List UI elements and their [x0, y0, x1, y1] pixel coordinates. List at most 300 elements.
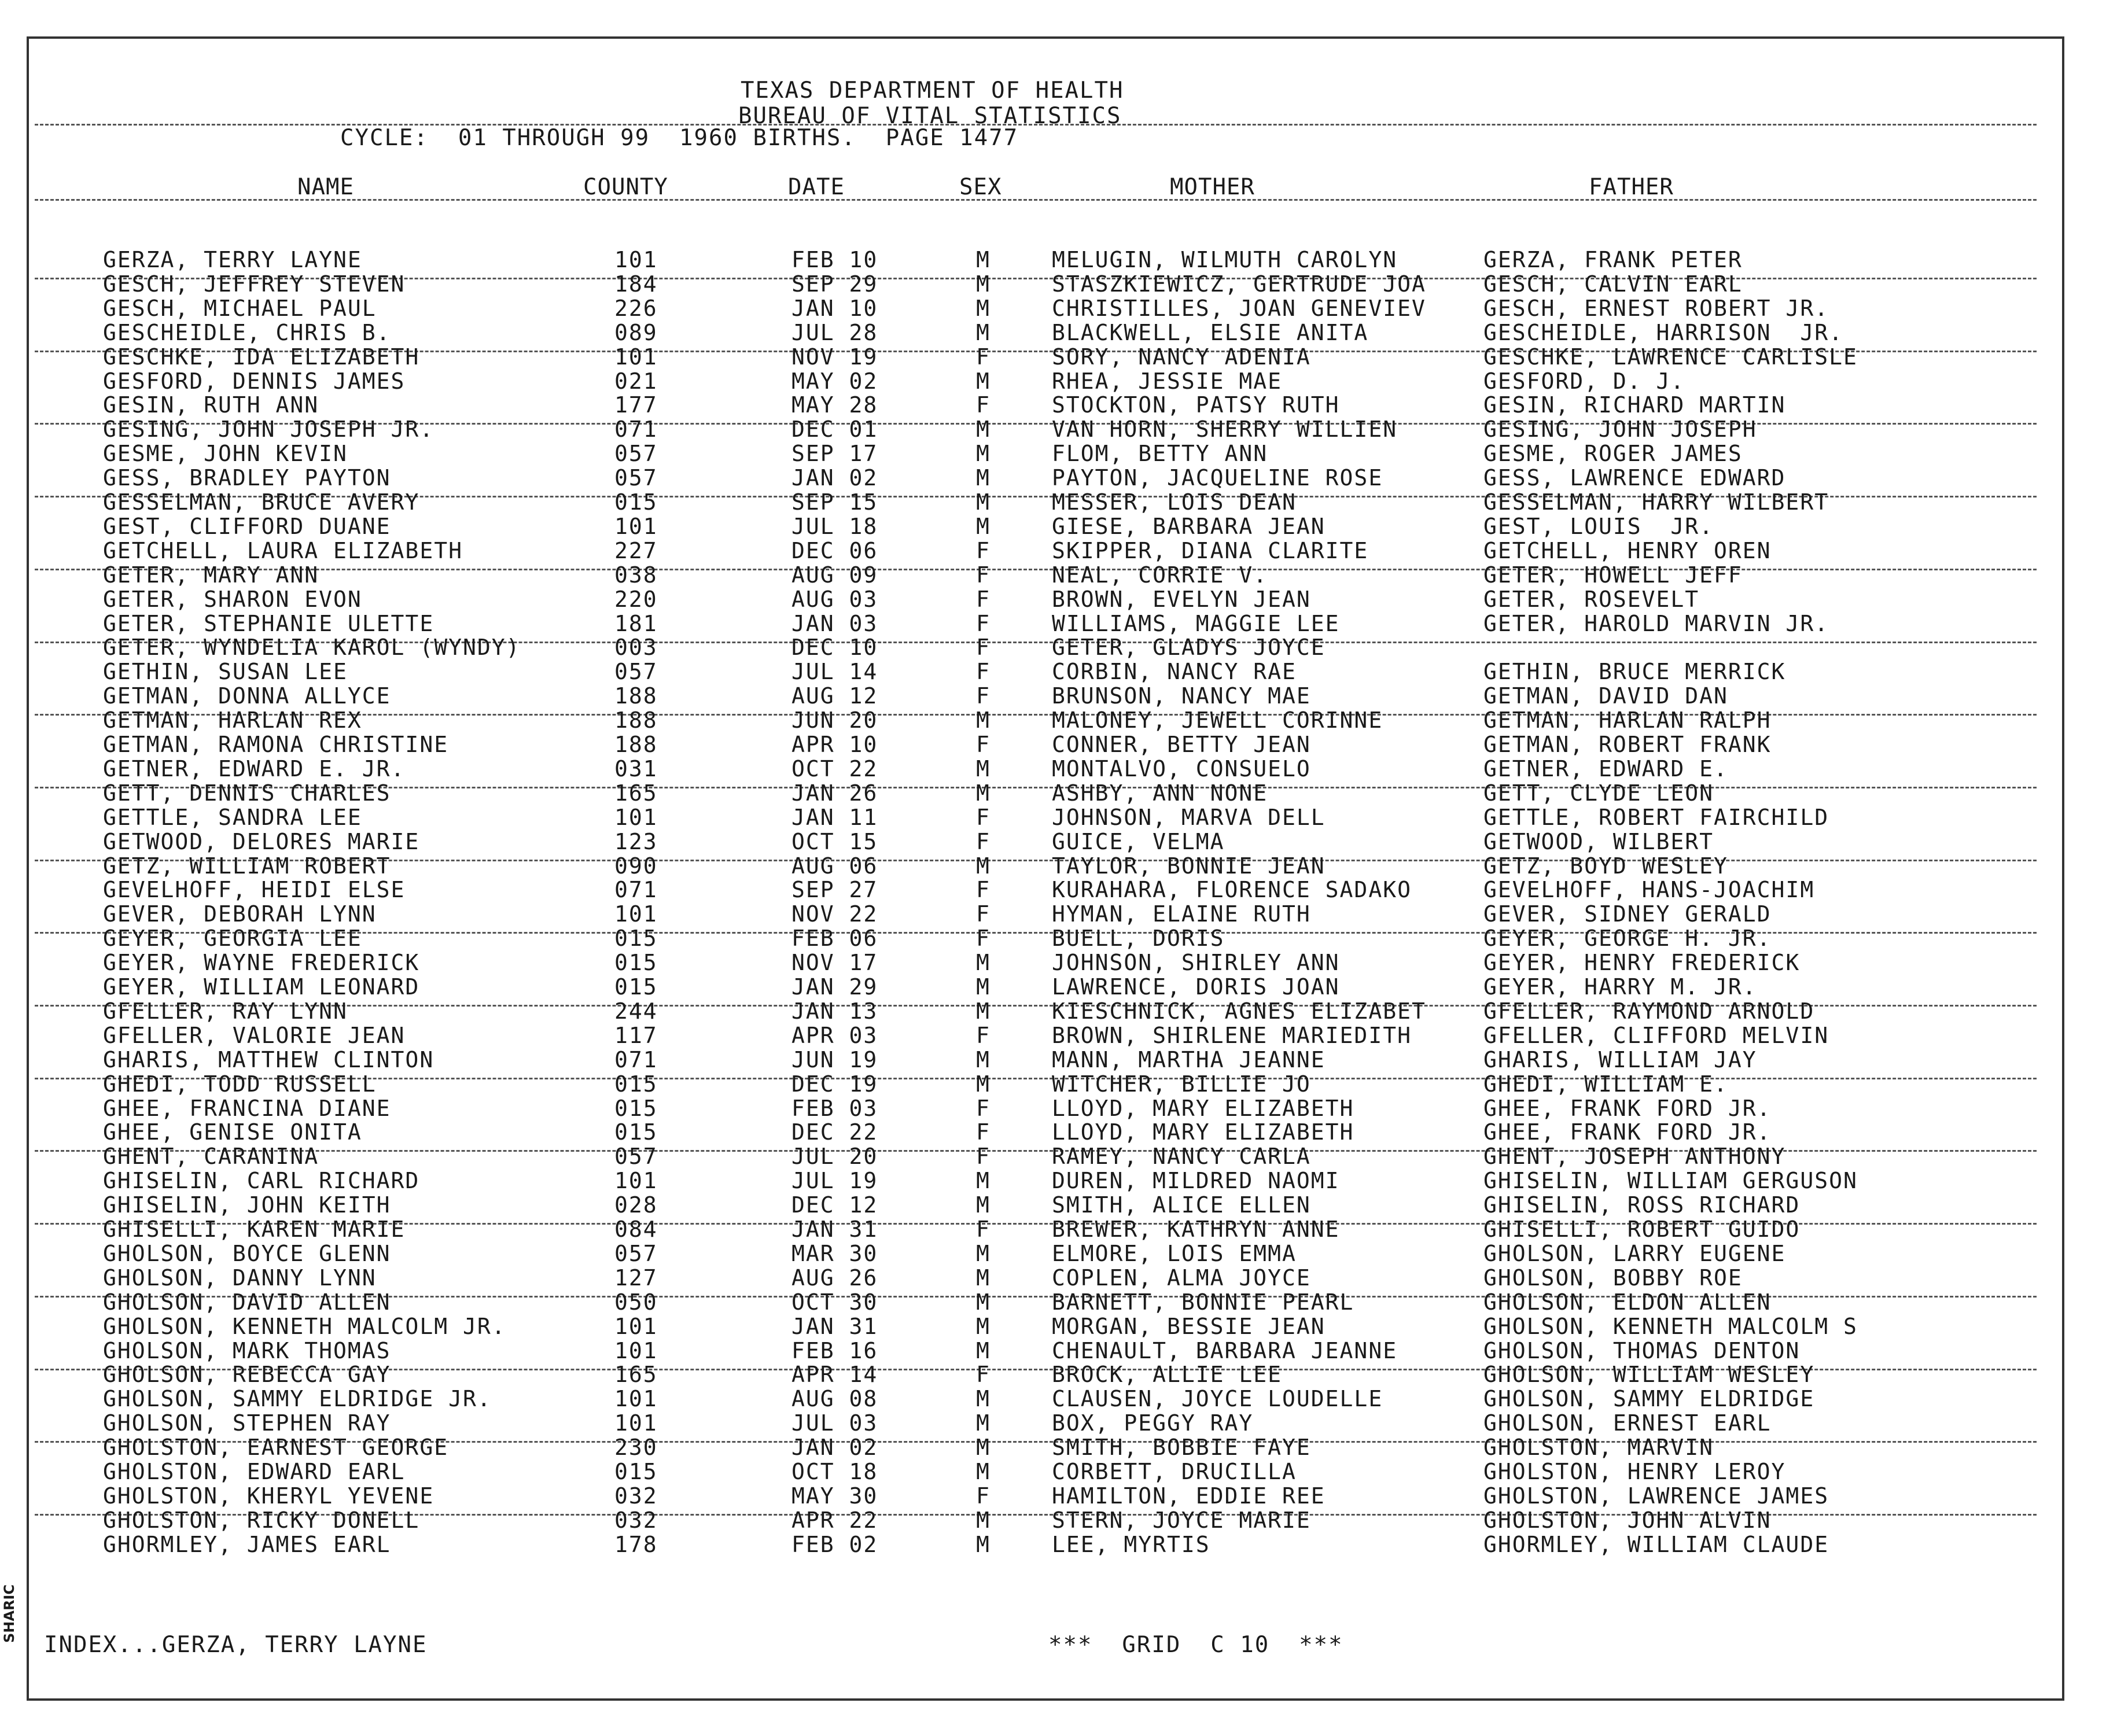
record-name: GHOLSON, BOYCE GLENN [103, 1240, 391, 1266]
record-father: GERZA, FRANK PETER [1483, 247, 1743, 272]
record-sex: M [976, 1459, 991, 1484]
record-father: GHOLSON, LARRY EUGENE [1483, 1240, 1786, 1266]
record-name: GESCHEIDLE, CHRIS B. [103, 319, 391, 345]
record-sex: M [976, 780, 991, 806]
record-mother: CLAUSEN, JOYCE LOUDELLE [1052, 1386, 1383, 1412]
record-sex: M [976, 247, 991, 272]
record-name: GHISELIN, CARL RICHARD [103, 1168, 420, 1194]
record-date: FEB 16 [791, 1337, 878, 1363]
record-father: GHOLSON, THOMAS DENTON [1483, 1337, 1801, 1363]
record-mother: FLOM, BETTY ANN [1052, 441, 1268, 467]
column-name-header: NAME [297, 174, 354, 200]
record-mother: ASHBY, ANN NONE [1052, 780, 1268, 806]
record-father: GHOLSTON, JOHN ALVIN [1483, 1507, 1772, 1533]
record-date: SEP 15 [791, 489, 878, 515]
record-mother: SORY, NANCY ADENIA [1052, 344, 1311, 370]
record-mother: LEE, MYRTIS [1052, 1531, 1210, 1557]
record-sex: M [976, 319, 991, 345]
record-county: 071 [614, 417, 658, 443]
record-date: AUG 03 [791, 586, 878, 612]
record-mother: CORBIN, NANCY RAE [1052, 659, 1297, 685]
record-name: GETER, WYNDELIA KAROL (WYNDY) [103, 635, 521, 661]
record-county: 038 [614, 562, 658, 588]
record-county: 015 [614, 489, 658, 515]
record-sex: F [976, 344, 991, 370]
record-name: GHOLSON, KENNETH MALCOLM JR. [103, 1313, 506, 1339]
record-name: GESIN, RUTH ANN [103, 392, 319, 418]
record-date: MAY 28 [791, 392, 878, 418]
record-mother: TAYLOR, BONNIE JEAN [1052, 853, 1326, 879]
record-mother: SMITH, BOBBIE FAYE [1052, 1435, 1311, 1461]
record-father: GESING, JOHN JOSEPH [1483, 417, 1757, 443]
record-date: DEC 06 [791, 537, 878, 563]
record-county: 101 [614, 1168, 658, 1194]
record-sex: M [976, 1192, 991, 1218]
record-date: OCT 18 [791, 1459, 878, 1484]
record-sex: M [976, 998, 991, 1024]
record-county: 177 [614, 392, 658, 418]
record-name: GETT, DENNIS CHARLES [103, 780, 391, 806]
column-date-header: DATE [788, 174, 845, 200]
record-date: NOV 17 [791, 950, 878, 976]
record-mother: RHEA, JESSIE MAE [1052, 368, 1283, 394]
record-county: 165 [614, 1362, 658, 1388]
record-date: JUL 19 [791, 1168, 878, 1194]
record-sex: M [976, 1168, 991, 1194]
record-county: 101 [614, 1410, 658, 1436]
record-county: 071 [614, 1046, 658, 1072]
record-sex: M [976, 513, 991, 539]
record-name: GETMAN, HARLAN REX [103, 707, 362, 734]
record-sex: M [976, 295, 991, 321]
record-father: GESME, ROGER JAMES [1483, 441, 1743, 467]
record-father: GHISELLI, ROBERT GUIDO [1483, 1217, 1801, 1242]
record-mother: GIESE, BARBARA JEAN [1052, 513, 1326, 539]
record-father: GETER, ROSEVELT [1483, 586, 1700, 612]
record-father: GESIN, RICHARD MARTIN [1483, 392, 1786, 418]
record-name: GHOLSON, DANNY LYNN [103, 1265, 377, 1291]
bureau-title: BUREAU OF VITAL STATISTICS [738, 103, 1122, 129]
record-county: 015 [614, 926, 658, 952]
record-mother: JOHNSON, SHIRLEY ANN [1052, 950, 1340, 976]
record-county: 178 [614, 1531, 658, 1557]
record-date: JUN 20 [791, 707, 878, 734]
record-county: 015 [614, 974, 658, 1000]
record-sex: M [976, 707, 991, 734]
record-name: GEYER, WILLIAM LEONARD [103, 974, 420, 1000]
record-father: GETNER, EDWARD E. [1483, 755, 1728, 782]
record-name: GHOLSTON, EDWARD EARL [103, 1459, 406, 1484]
record-name: GESS, BRADLEY PAYTON [103, 465, 391, 491]
record-county: 015 [614, 1071, 658, 1097]
record-sex: M [976, 1386, 991, 1412]
record-county: 101 [614, 344, 658, 370]
record-sex: F [976, 828, 991, 854]
record-name: GHOLSTON, RICKY DONELL [103, 1507, 420, 1533]
record-county: 057 [614, 1144, 658, 1170]
record-name: GESSELMAN, BRUCE AVERY [103, 489, 420, 515]
record-name: GHISELIN, JOHN KEITH [103, 1192, 391, 1218]
record-county: 057 [614, 659, 658, 685]
record-date: APR 03 [791, 1022, 878, 1048]
record-father: GHOLSTON, HENRY LEROY [1483, 1459, 1786, 1484]
record-date: JAN 13 [791, 998, 878, 1024]
record-date: OCT 22 [791, 755, 878, 782]
record-date: AUG 08 [791, 1386, 878, 1412]
column-sex-header: SEX [959, 174, 1002, 200]
record-name: GEYER, WAYNE FREDERICK [103, 950, 420, 976]
record-county: 015 [614, 1095, 658, 1121]
record-county: 057 [614, 441, 658, 467]
record-sex: M [976, 1435, 991, 1461]
column-county-header: COUNTY [583, 174, 668, 200]
record-mother: ELMORE, LOIS EMMA [1052, 1240, 1297, 1266]
record-father: GHISELIN, ROSS RICHARD [1483, 1192, 1801, 1218]
record-county: 101 [614, 1386, 658, 1412]
record-date: JAN 26 [791, 780, 878, 806]
record-county: 084 [614, 1217, 658, 1242]
record-name: GESCHKE, IDA ELIZABETH [103, 344, 420, 370]
record-mother: RAMEY, NANCY CARLA [1052, 1144, 1311, 1170]
record-date: JUL 20 [791, 1144, 878, 1170]
record-father: GHENT, JOSEPH ANTHONY [1483, 1144, 1786, 1170]
record-mother: CONNER, BETTY JEAN [1052, 732, 1311, 757]
record-mother: SKIPPER, DIANA CLARITE [1052, 537, 1369, 563]
record-name: GETWOOD, DELORES MARIE [103, 828, 420, 854]
record-sex: M [976, 1531, 991, 1557]
record-name: GERZA, TERRY LAYNE [103, 247, 362, 272]
record-mother: BRUNSON, NANCY MAE [1052, 683, 1311, 709]
record-county: 089 [614, 319, 658, 345]
record-county: 188 [614, 732, 658, 757]
record-date: JAN 02 [791, 1435, 878, 1461]
record-mother: BROWN, EVELYN JEAN [1052, 586, 1311, 612]
record-father: GHOLSON, KENNETH MALCOLM S [1483, 1313, 1858, 1339]
record-father: GHARIS, WILLIAM JAY [1483, 1046, 1757, 1072]
record-sex: F [976, 1095, 991, 1121]
record-name: GESFORD, DENNIS JAMES [103, 368, 406, 394]
record-sex: M [976, 368, 991, 394]
record-father: GEST, LOUIS JR. [1483, 513, 1714, 539]
record-sex: M [976, 1240, 991, 1266]
record-father: GHOLSTON, MARVIN [1483, 1435, 1714, 1461]
record-date: DEC 01 [791, 417, 878, 443]
record-sex: M [976, 1046, 991, 1072]
record-date: JAN 31 [791, 1217, 878, 1242]
record-name: GHOLSON, MARK THOMAS [103, 1337, 391, 1363]
record-father: GETCHELL, HENRY OREN [1483, 537, 1772, 563]
record-name: GETER, MARY ANN [103, 562, 319, 588]
record-name: GESCH, JEFFREY STEVEN [103, 271, 406, 297]
record-sex: F [976, 804, 991, 830]
record-mother: CHRISTILLES, JOAN GENEVIEV [1052, 295, 1426, 321]
record-date: JUN 19 [791, 1046, 878, 1072]
record-sex: F [976, 562, 991, 588]
record-mother: MESSER, LOIS DEAN [1052, 489, 1297, 515]
record-name: GHENT, CARANINA [103, 1144, 319, 1170]
record-father: GHOLSON, BOBBY ROE [1483, 1265, 1743, 1291]
record-sex: F [976, 1362, 991, 1388]
record-father: GESCH, ERNEST ROBERT JR. [1483, 295, 1829, 321]
record-father: GHOLSTON, LAWRENCE JAMES [1483, 1483, 1829, 1509]
record-name: GEVER, DEBORAH LYNN [103, 901, 377, 927]
record-mother: CHENAULT, BARBARA JEANNE [1052, 1337, 1398, 1363]
record-date: DEC 22 [791, 1119, 878, 1145]
index-footer: INDEX...GERZA, TERRY LAYNE [44, 1632, 428, 1658]
record-county: 227 [614, 537, 658, 563]
record-date: JAN 02 [791, 465, 878, 491]
record-date: JAN 11 [791, 804, 878, 830]
record-county: 184 [614, 271, 658, 297]
record-county: 071 [614, 877, 658, 903]
record-father: GETER, HOWELL JEFF [1483, 562, 1743, 588]
record-date: APR 14 [791, 1362, 878, 1388]
record-father: GETT, CLYDE LEON [1483, 780, 1714, 806]
record-mother: BARNETT, BONNIE PEARL [1052, 1289, 1354, 1315]
record-father: GESS, LAWRENCE EDWARD [1483, 465, 1786, 491]
record-mother: NEAL, CORRIE V. [1052, 562, 1268, 588]
record-sex: M [976, 1507, 991, 1533]
record-mother: LAWRENCE, DORIS JOAN [1052, 974, 1340, 1000]
record-county: 015 [614, 1459, 658, 1484]
record-mother: COPLEN, ALMA JOYCE [1052, 1265, 1311, 1291]
record-date: OCT 30 [791, 1289, 878, 1315]
column-father-header: FATHER [1589, 174, 1674, 200]
record-name: GESCH, MICHAEL PAUL [103, 295, 377, 321]
record-sex: M [976, 465, 991, 491]
record-mother: JOHNSON, MARVA DELL [1052, 804, 1326, 830]
record-county: 101 [614, 247, 658, 272]
record-father: GESFORD, D. J. [1483, 368, 1685, 394]
record-father: GFELLER, RAYMOND ARNOLD [1483, 998, 1815, 1024]
record-mother: MORGAN, BESSIE JEAN [1052, 1313, 1326, 1339]
record-county: 101 [614, 804, 658, 830]
record-mother: WILLIAMS, MAGGIE LEE [1052, 610, 1340, 636]
record-county: 165 [614, 780, 658, 806]
record-county: 220 [614, 586, 658, 612]
record-mother: STOCKTON, PATSY RUTH [1052, 392, 1340, 418]
record-name: GHISELLI, KAREN MARIE [103, 1217, 406, 1242]
record-county: 188 [614, 707, 658, 734]
record-name: GEYER, GEORGIA LEE [103, 926, 362, 952]
record-date: AUG 26 [791, 1265, 878, 1291]
record-sex: F [976, 1022, 991, 1048]
record-father: GHOLSON, WILLIAM WESLEY [1483, 1362, 1815, 1388]
record-mother: DUREN, MILDRED NAOMI [1052, 1168, 1340, 1194]
agency-title: TEXAS DEPARTMENT OF HEALTH [741, 78, 1124, 104]
record-name: GEVELHOFF, HEIDI ELSE [103, 877, 406, 903]
record-date: NOV 19 [791, 344, 878, 370]
record-date: JAN 29 [791, 974, 878, 1000]
record-county: 101 [614, 513, 658, 539]
cycle-line: CYCLE: 01 THROUGH 99 1960 BIRTHS. PAGE 1477 [340, 125, 1019, 151]
record-name: GHOLSTON, EARNEST GEORGE [103, 1435, 449, 1461]
record-name: GETER, SHARON EVON [103, 586, 362, 612]
record-name: GFELLER, VALORIE JEAN [103, 1022, 406, 1048]
record-sex: F [976, 1144, 991, 1170]
record-sex: F [976, 537, 991, 563]
record-county: 101 [614, 901, 658, 927]
record-mother: MELUGIN, WILMUTH CAROLYN [1052, 247, 1398, 272]
record-sex: M [976, 1265, 991, 1291]
record-name: GHOLSON, STEPHEN RAY [103, 1410, 391, 1436]
record-sex: M [976, 489, 991, 515]
record-date: APR 22 [791, 1507, 878, 1533]
record-county: 031 [614, 755, 658, 782]
record-name: GHEE, GENISE ONITA [103, 1119, 362, 1145]
record-mother: GETER, GLADYS JOYCE [1052, 635, 1326, 661]
record-county: 032 [614, 1483, 658, 1509]
record-mother: BOX, PEGGY RAY [1052, 1410, 1254, 1436]
record-sex: M [976, 1313, 991, 1339]
record-mother: BLACKWELL, ELSIE ANITA [1052, 319, 1369, 345]
record-sex: F [976, 659, 991, 685]
record-sex: M [976, 974, 991, 1000]
rule-header [35, 199, 2037, 201]
record-date: JAN 03 [791, 610, 878, 636]
record-name: GETTLE, SANDRA LEE [103, 804, 362, 830]
record-sex: F [976, 1483, 991, 1509]
record-name: GHORMLEY, JAMES EARL [103, 1531, 391, 1557]
record-date: DEC 19 [791, 1071, 878, 1097]
record-date: MAY 30 [791, 1483, 878, 1509]
record-father: GETZ, BOYD WESLEY [1483, 853, 1728, 879]
record-mother: SMITH, ALICE ELLEN [1052, 1192, 1311, 1218]
record-date: JUL 18 [791, 513, 878, 539]
record-date: SEP 27 [791, 877, 878, 903]
record-father: GESSELMAN, HARRY WILBERT [1483, 489, 1829, 515]
record-county: 230 [614, 1435, 658, 1461]
record-father: GETWOOD, WILBERT [1483, 828, 1714, 854]
record-date: FEB 06 [791, 926, 878, 952]
record-name: GHOLSON, SAMMY ELDRIDGE JR. [103, 1386, 492, 1412]
record-mother: MONTALVO, CONSUELO [1052, 755, 1311, 782]
record-father: GHISELIN, WILLIAM GERGUSON [1483, 1168, 1858, 1194]
record-father: GEVER, SIDNEY GERALD [1483, 901, 1772, 927]
record-date: AUG 12 [791, 683, 878, 709]
record-father: GEYER, HENRY FREDERICK [1483, 950, 1801, 976]
record-mother: HYMAN, ELAINE RUTH [1052, 901, 1311, 927]
record-sex: M [976, 441, 991, 467]
record-date: DEC 10 [791, 635, 878, 661]
record-sex: M [976, 417, 991, 443]
record-sex: M [976, 1289, 991, 1315]
record-father: GHOLSON, ELDON ALLEN [1483, 1289, 1772, 1315]
record-mother: BROWN, SHIRLENE MARIEDITH [1052, 1022, 1412, 1048]
record-county: 015 [614, 950, 658, 976]
record-mother: MALONEY, JEWELL CORINNE [1052, 707, 1383, 734]
record-father: GETHIN, BRUCE MERRICK [1483, 659, 1786, 685]
record-mother: HAMILTON, EDDIE REE [1052, 1483, 1326, 1509]
record-county: 188 [614, 683, 658, 709]
record-name: GHOLSON, DAVID ALLEN [103, 1289, 391, 1315]
record-name: GHOLSTON, KHERYL YEVENE [103, 1483, 435, 1509]
record-date: AUG 06 [791, 853, 878, 879]
record-county: 123 [614, 828, 658, 854]
record-name: GHEDI, TODD RUSSELL [103, 1071, 377, 1097]
record-mother: BUELL, DORIS [1052, 926, 1225, 952]
record-sex: M [976, 1410, 991, 1436]
record-mother: LLOYD, MARY ELIZABETH [1052, 1095, 1354, 1121]
record-date: JAN 31 [791, 1313, 878, 1339]
record-date: APR 10 [791, 732, 878, 757]
record-sex: M [976, 853, 991, 879]
record-father: GETER, HAROLD MARVIN JR. [1483, 610, 1829, 636]
record-mother: KURAHARA, FLORENCE SADAKO [1052, 877, 1412, 903]
record-county: 101 [614, 1313, 658, 1339]
record-county: 028 [614, 1192, 658, 1218]
record-sex: F [976, 586, 991, 612]
record-sex: F [976, 1217, 991, 1242]
record-date: FEB 03 [791, 1095, 878, 1121]
record-county: 057 [614, 1240, 658, 1266]
record-sex: F [976, 732, 991, 757]
record-date: OCT 15 [791, 828, 878, 854]
record-father: GETMAN, HARLAN RALPH [1483, 707, 1772, 734]
record-sex: F [976, 1119, 991, 1145]
record-name: GESME, JOHN KEVIN [103, 441, 348, 467]
record-date: AUG 09 [791, 562, 878, 588]
column-mother-header: MOTHER [1170, 174, 1255, 200]
record-county: 226 [614, 295, 658, 321]
record-father: GETTLE, ROBERT FAIRCHILD [1483, 804, 1829, 830]
record-county: 057 [614, 465, 658, 491]
record-date: FEB 10 [791, 247, 878, 272]
record-sex: F [976, 683, 991, 709]
record-name: GETMAN, DONNA ALLYCE [103, 683, 391, 709]
record-date: NOV 22 [791, 901, 878, 927]
record-name: GFELLER, RAY LYNN [103, 998, 348, 1024]
record-sex: M [976, 755, 991, 782]
record-name: GESING, JOHN JOSEPH JR. [103, 417, 435, 443]
record-date: FEB 02 [791, 1531, 878, 1557]
record-father: GFELLER, CLIFFORD MELVIN [1483, 1022, 1829, 1048]
record-name: GHOLSON, REBECCA GAY [103, 1362, 391, 1388]
record-name: GEST, CLIFFORD DUANE [103, 513, 391, 539]
record-father: GHEDI, WILLIAM E. [1483, 1071, 1728, 1097]
record-name: GETCHELL, LAURA ELIZABETH [103, 537, 463, 563]
record-county: 117 [614, 1022, 658, 1048]
record-sex: F [976, 926, 991, 952]
record-date: MAY 02 [791, 368, 878, 394]
record-father: GHOLSON, SAMMY ELDRIDGE [1483, 1386, 1815, 1412]
record-father: GETMAN, DAVID DAN [1483, 683, 1728, 709]
record-sex: F [976, 610, 991, 636]
record-date: JAN 10 [791, 295, 878, 321]
record-father: GEYER, HARRY M. JR. [1483, 974, 1757, 1000]
record-father: GHEE, FRANK FORD JR. [1483, 1095, 1772, 1121]
record-county: 050 [614, 1289, 658, 1315]
record-mother: PAYTON, JACQUELINE ROSE [1052, 465, 1383, 491]
record-sex: F [976, 901, 991, 927]
record-father: GEVELHOFF, HANS-JOACHIM [1483, 877, 1815, 903]
record-county: 032 [614, 1507, 658, 1533]
record-sex: M [976, 950, 991, 976]
record-name: GETHIN, SUSAN LEE [103, 659, 348, 685]
record-father: GHORMLEY, WILLIAM CLAUDE [1483, 1531, 1829, 1557]
record-county: 181 [614, 610, 658, 636]
record-date: JUL 28 [791, 319, 878, 345]
record-mother: GUICE, VELMA [1052, 828, 1225, 854]
record-sex: M [976, 1337, 991, 1363]
record-father: GESCHEIDLE, HARRISON JR. [1483, 319, 1843, 345]
record-name: GETER, STEPHANIE ULETTE [103, 610, 435, 636]
record-name: GETZ, WILLIAM ROBERT [103, 853, 391, 879]
record-name: GETNER, EDWARD E. JR. [103, 755, 406, 782]
side-label: SHARIC [1, 1584, 17, 1643]
record-mother: STERN, JOYCE MARIE [1052, 1507, 1311, 1533]
record-county: 127 [614, 1265, 658, 1291]
